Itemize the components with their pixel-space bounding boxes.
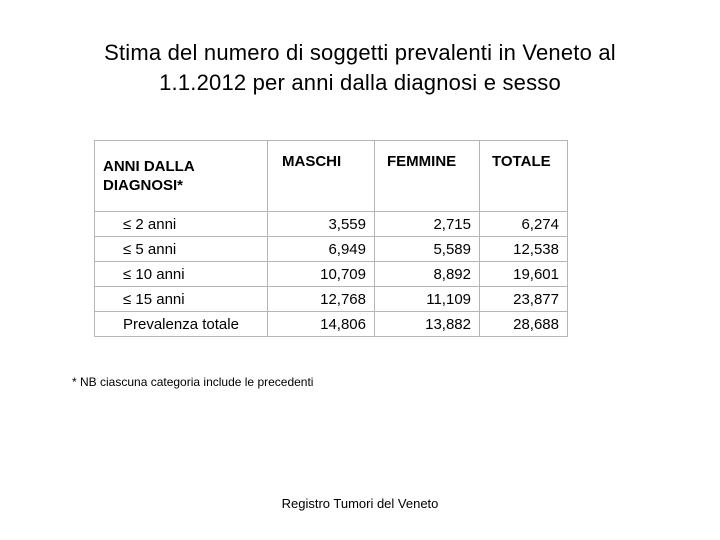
cell-maschi: 12,768 xyxy=(268,287,375,312)
header-totale: TOTALE xyxy=(480,141,568,212)
row-label: ≤ 15 anni xyxy=(95,287,268,312)
cell-maschi: 3,559 xyxy=(268,212,375,237)
header-femmine: FEMMINE xyxy=(375,141,480,212)
header-category-line-2: DIAGNOSI* xyxy=(103,177,184,194)
row-label: ≤ 5 anni xyxy=(95,237,268,262)
row-label: ≤ 10 anni xyxy=(95,262,268,287)
table-row xyxy=(95,262,568,287)
cell-femmine: 8,892 xyxy=(375,262,480,287)
row-label: ≤ 2 anni xyxy=(95,212,268,237)
cell-totale: 12,538 xyxy=(480,237,568,262)
slide-title-line-1: Stima del numero di soggetti prevalenti in Veneto al xyxy=(104,40,616,65)
table-row xyxy=(95,287,568,312)
cell-totale: 19,601 xyxy=(480,262,568,287)
cell-femmine: 11,109 xyxy=(375,287,480,312)
header-anni-dalla-diagnosi xyxy=(95,141,268,212)
table-row-total xyxy=(95,312,568,337)
cell-maschi: 14,806 xyxy=(268,312,375,337)
slide-footer: Registro Tumori del Veneto xyxy=(281,496,439,511)
cell-totale: 28,688 xyxy=(480,312,568,337)
table-footnote: * NB ciascuna categoria include le precedenti xyxy=(72,375,314,389)
cell-femmine: 2,715 xyxy=(375,212,480,237)
slide-title-line-2: 1.1.2012 per anni dalla diagnosi e sesso xyxy=(159,70,561,95)
table-row xyxy=(95,212,568,237)
prevalence-table xyxy=(94,140,568,337)
slide-title xyxy=(20,38,700,98)
row-label: Prevalenza totale xyxy=(95,312,268,337)
header-maschi: MASCHI xyxy=(268,141,375,212)
cell-femmine: 13,882 xyxy=(375,312,480,337)
cell-maschi: 6,949 xyxy=(268,237,375,262)
cell-femmine: 5,589 xyxy=(375,237,480,262)
table-row xyxy=(95,237,568,262)
cell-totale: 6,274 xyxy=(480,212,568,237)
cell-totale: 23,877 xyxy=(480,287,568,312)
cell-maschi: 10,709 xyxy=(268,262,375,287)
table-header-row xyxy=(95,141,568,212)
header-category-line-1: ANNI DALLA xyxy=(103,158,195,175)
